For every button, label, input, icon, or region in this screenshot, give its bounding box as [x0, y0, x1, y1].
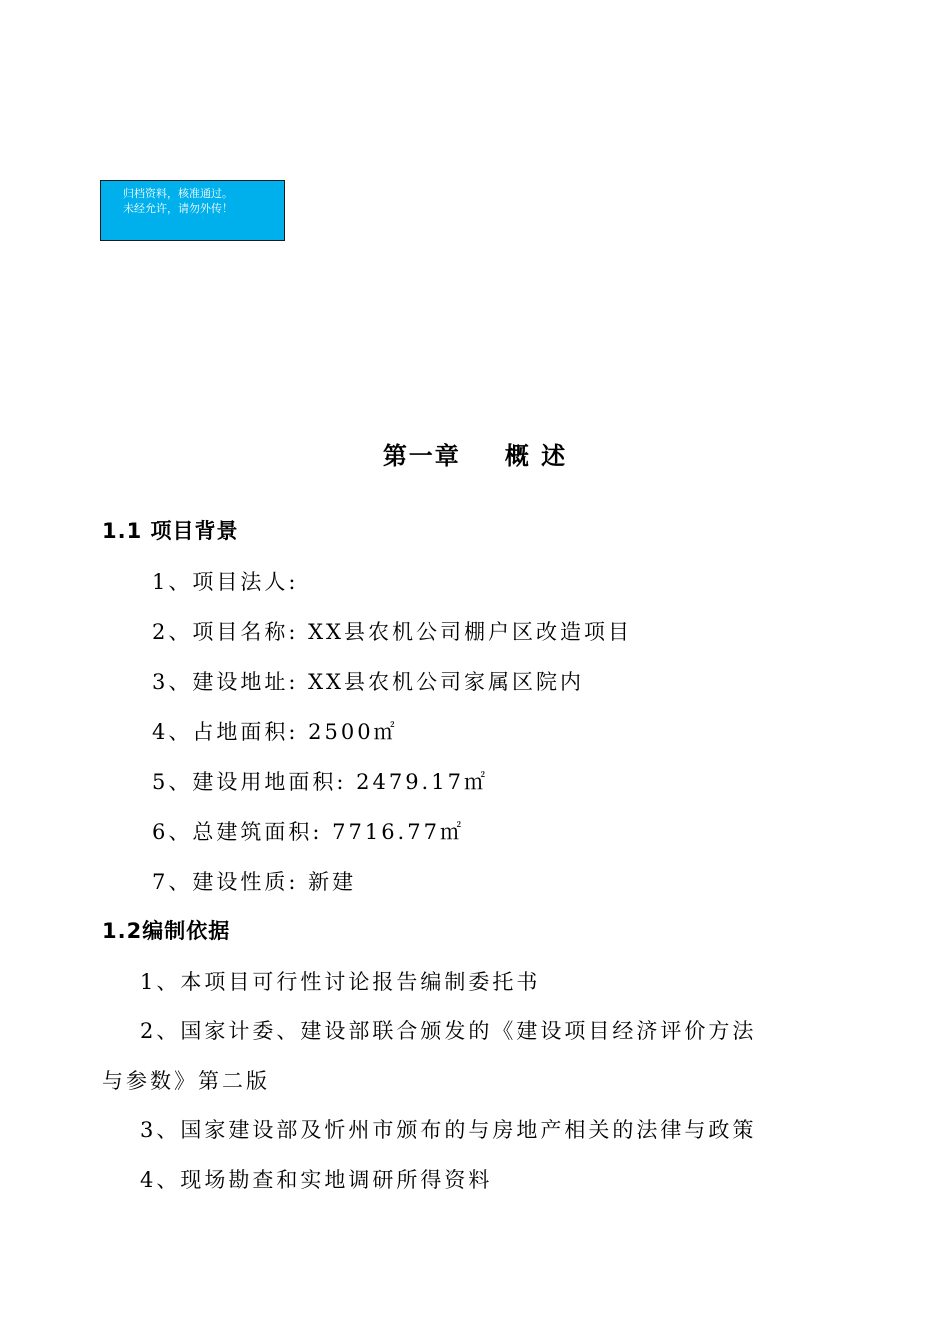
list-item: 4、现场勘查和实地调研所得资料 [140, 1168, 493, 1192]
section-heading-1-1: 1.1 项目背景 [102, 519, 239, 543]
chapter-name: 概 述 [504, 442, 568, 470]
list-item: 3、建设地址: XX县农机公司家属区院内 [152, 670, 585, 694]
list-item: 2、国家计委、建设部联合颁发的《建设项目经济评价方法 [140, 1019, 757, 1043]
chapter-title [0, 436, 950, 471]
list-item: 1、项目法人: [152, 570, 299, 594]
list-item-continuation: 与参数》第二版 [102, 1069, 270, 1093]
list-item: 5、建设用地面积: 2479.17㎡ [152, 770, 488, 794]
chapter-number: 第一章 [382, 442, 461, 470]
list-item: 4、占地面积: 2500㎡ [152, 720, 398, 744]
list-item: 6、总建筑面积: 7716.77㎡ [152, 820, 464, 844]
list-item: 3、国家建设部及忻州市颁布的与房地产相关的法律与政策 [140, 1118, 757, 1142]
archive-stamp [100, 180, 285, 241]
list-item: 7、建设性质: 新建 [152, 870, 357, 894]
section-heading-1-2: 1.2编制依据 [102, 919, 231, 943]
list-item: 2、项目名称: XX县农机公司棚户区改造项目 [152, 620, 633, 644]
list-item: 1、本项目可行性讨论报告编制委托书 [140, 970, 541, 994]
stamp-line-2: 未经允许，请勿外传！ [123, 202, 233, 215]
stamp-line-1: 归档资料，核准通过。 [123, 187, 233, 200]
